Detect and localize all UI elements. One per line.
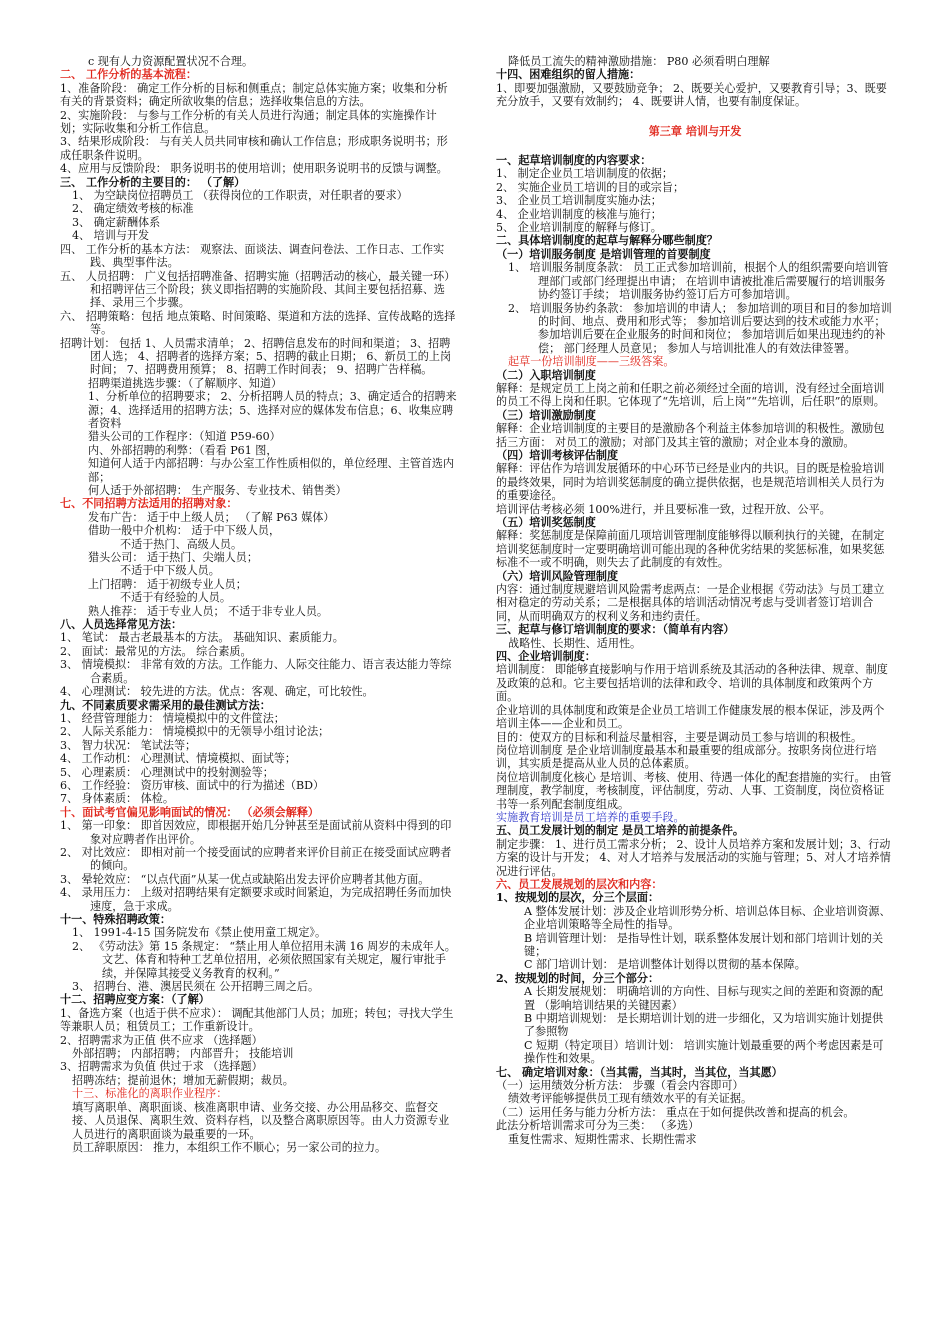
left-paragraph: 招聘计划： 包括 1、人员需求清单； 2、招聘信息发布的时间和渠道； 3、招聘团人选； 4、招聘者的选择方案；5、招聘的截止日期； 6、新员工的上岗时间； 7、招聘费用预算； 8、招聘工作时间表； 9、招聘广告样稿。	[60, 336, 452, 377]
left-paragraph: 2、招聘需求为正值 供不应求 （选择题）	[60, 1033, 263, 1047]
left-paragraph: 2、 对比效应： 即相对前一个接受面试的应聘者来评价目前正在接受面试应聘者的倾向。	[60, 845, 452, 873]
left-paragraph: 十一、特殊招聘政策：	[60, 913, 171, 926]
right-paragraph: 绩效考评能够提供员工现有绩效水平的有关证据。	[508, 1092, 753, 1106]
left-paragraph: 不适于热门、高级人员。	[120, 537, 243, 551]
left-paragraph: 6、 工作经验： 资历审核、面试中的行为描述（BD）	[60, 778, 325, 792]
right-paragraph: （六）培训风险管理制度	[496, 569, 619, 583]
left-paragraph: 招聘冻结；提前退休；增加无薪假期；裁员。	[72, 1073, 294, 1087]
left-paragraph: c 现有人力资源配置状况不合理。	[88, 55, 254, 68]
right-paragraph: （二）运用任务与能力分析方法： 重点在于如何提供改善和提高的机会。	[496, 1105, 855, 1119]
right-paragraph: C 短期（特定项目）培训计划： 培训实施计划最重要的两个考虑因素是可操作性和效果。	[524, 1038, 884, 1066]
left-paragraph: 四、 工作分析的基本方法： 观察法、面谈法、调查问卷法、工作日志、工作实践、典型事件法。	[60, 242, 445, 270]
right-paragraph: 十四、困难组织的留人措施：	[496, 68, 641, 82]
right-paragraph: 解释：评估作为培训发展循环的中心环节已经是业内的共识。目的既是检验培训的最终效果，同时为培训奖惩制度的确立提供依据，也是规范培训相关人员行为的重要途径。	[496, 462, 885, 503]
right-paragraph: 4、 企业培训制度的核准与施行；	[496, 207, 662, 221]
left-paragraph: 猎头公司的工作程序：（知道 P59-60）	[88, 430, 281, 444]
right-paragraph: 六、员工发展规划的层次和内容：	[496, 877, 663, 891]
right-paragraph: B 培训管理计划： 是指导性计划，联系整体发展计划和部门培训计划的关键；	[524, 931, 884, 958]
right-paragraph: 实施教育培训是员工培养的重要手段。	[496, 810, 685, 824]
right-paragraph: 5、 企业培训制度的解释与修订。	[496, 221, 662, 235]
right-paragraph: 1、按规划的层次，分三个层面：	[496, 891, 660, 905]
right-paragraph: 七、 确定培训对象：（当其需，当其时，当其位，当其愿）	[496, 1065, 783, 1079]
left-paragraph: 招聘渠道挑选步骤：（了解顺序、知道）	[88, 376, 283, 390]
right-paragraph: 1、即要加强激励，又要鼓励竞争； 2、既要关心爱护，又要教育引导；3、既要充分放手，又要有效制约； 4、既要讲人情，也要有制度保证。	[496, 81, 887, 109]
left-paragraph: 十三、标准化的离职作业程序：	[72, 1087, 228, 1101]
right-paragraph: 3、 企业员工培训制度实施办法；	[496, 194, 662, 208]
right-paragraph: 解释：是规定员工上岗之前和任职之前必须经过全面的培训，没有经过全面培训的员工不得上岗和任职。它体现了“先培训，后上岗”“先培训，后任职”的原则。	[496, 381, 885, 409]
left-paragraph: 2、 面试：最常见的方法。 综合素质。	[60, 644, 252, 658]
right-paragraph: 培训评估考核必须 100%进行，并且要标准一致，过程开放、公平。	[496, 502, 831, 516]
left-paragraph: 3、 招聘台、港、澳居民须在 公开招聘三周之后。	[72, 980, 320, 994]
left-paragraph: 3、 晕轮效应： “以点代面”从某一优点或缺陷出发去评价应聘者其他方面。	[60, 872, 430, 886]
left-paragraph: 2、 《劳动法》第 15 条规定： “禁止用人单位招用未满 16 周岁的未成年人。文艺、体育和特种工艺单位招用，必须依照国家有关规定，履行审批手续，并保障其接受义务教育的权利。”	[72, 939, 456, 980]
left-paragraph: 2、 人际关系能力： 情境模拟中的无领导小组讨论法；	[60, 725, 330, 739]
right-paragraph: 三、起草与修订培训制度的要求：（简单有内容）	[496, 623, 735, 637]
right-paragraph: 此法分析培训需求可分为三类： （多选）	[496, 1119, 700, 1133]
right-paragraph: 内容：通过制度规避培训风险需考虑两点：一是企业根据《劳动法》与员工建立相对稳定的劳动关系；二是根据具体的培训活动情况考虑与受训者签订培训合同，从而明确双方的权利义务和违约责任。	[496, 583, 885, 623]
right-paragraph: 目的：使双方的目标和利益尽量相容，主要是调动员工参与培训的积极性。	[496, 730, 863, 744]
left-paragraph: 十二、招聘应变方案：（了解）	[60, 993, 210, 1007]
left-paragraph: 知道何人适于内部招聘：与办公室工作性质相似的，单位经理、主管首选内部；	[88, 457, 455, 484]
left-paragraph: 4、 心理测试： 较先进的方法。优点：客观、确定，可比较性。	[60, 685, 374, 699]
left-paragraph: 猎头公司： 适于热门、尖端人员；	[88, 551, 258, 565]
left-paragraph: 三、 工作分析的主要目的： （了解）	[60, 175, 246, 189]
left-paragraph: 1、 笔试： 最古老最基本的方法。 基础知识、素质能力。	[60, 631, 344, 645]
right-paragraph: 起草一份培训制度——三级答案。	[508, 355, 675, 369]
right-paragraph: B 中期培训规划： 是长期培训计划的进一步细化，又为培训实施计划提供了参照物	[524, 1012, 884, 1039]
right-paragraph: 2、 实施企业员工培训的目的或宗旨；	[496, 180, 685, 194]
right-paragraph: （四）培训考核评估制度	[496, 448, 619, 462]
left-paragraph: 1、 为空缺岗位招聘员工 （获得岗位的工作职责，对任职者的要求）	[72, 189, 408, 203]
left-paragraph: 4、 工作动机： 心理测试、情境模拟、面试等；	[60, 752, 296, 766]
left-paragraph: 3、 智力状况： 笔试法等；	[60, 738, 197, 752]
left-paragraph: 九、不同素质要求需采用的最佳测试方法：	[60, 698, 271, 712]
left-paragraph: 五、 人员招聘： 广义包括招聘准备、招聘实施（招聘活动的核心，最关键一环）和招聘评估三个阶段；狭义即指招聘的实施阶段、其间主要包括招募、选择、录用三个步骤。	[60, 269, 456, 310]
left-paragraph: 七、不同招聘方法适用的招聘对象：	[60, 497, 238, 511]
left-paragraph: 4、 培训与开发	[72, 229, 150, 243]
left-paragraph: 2、 确定绩效考核的标准	[72, 202, 194, 216]
right-paragraph: （三）培训激励制度	[496, 408, 596, 422]
right-paragraph: 2、 培训服务协约条款： 参加培训的申请人； 参加培训的项目和目的参加培训的时间、地点、费用和形式等； 参加培训后要达到的技术或能力水平； 参加培训后要在企业服务的时间和岗位； 参加培训后如果出现违约的补偿； 部门经理人员意见； 参加人与培训批准人的有效法律签署。	[508, 301, 892, 355]
right-paragraph: 1、 培训服务制度条款： 员工正式参加培训前，根据个人的组织需要向培训管理部门或部门经理提出申请； 在培训申请被批准后需要履行的培训服务协约签订手续； 培训服务协约签订后方可参加培训。	[508, 261, 889, 302]
left-paragraph: 不适于中下级人员。	[120, 564, 220, 578]
right-paragraph: 重复性需求、短期性需求、长期性需求	[508, 1132, 697, 1146]
right-paragraph: 二、具体培训制度的起草与解释分哪些制度？	[496, 234, 718, 248]
left-paragraph: 内、外部招聘的利弊：（看看 P61 图，	[88, 443, 278, 457]
left-paragraph: 发布广告： 适于中上级人员； （了解 P63 媒体）	[88, 510, 335, 524]
left-paragraph: 八、人员选择常见方法：	[60, 618, 183, 632]
left-paragraph: 1、 第一印象： 即首因效应，即根据开始几分钟甚至是面试前从资料中得到的印象对应聘者作出评价。	[60, 819, 452, 846]
left-paragraph: 二、 工作分析的基本流程：	[60, 68, 197, 82]
right-paragraph: 第三章 培训与开发	[648, 124, 742, 138]
right-paragraph: 1、 制定企业员工培训制度的依据；	[496, 167, 673, 181]
left-paragraph: 1、 经营管理能力： 情境模拟中的文件筐法；	[60, 711, 285, 725]
right-paragraph: 战略性、长期性、适用性。	[508, 636, 642, 650]
left-paragraph: 3、 确定薪酬体系	[72, 215, 161, 229]
right-paragraph: 四、企业培训制度：	[496, 650, 596, 664]
right-paragraph: 企业培训的具体制度和政策是企业员工培训工作健康发展的根本保证，涉及两个培训主体——企业和员工。	[496, 703, 885, 731]
right-column	[496, 55, 894, 1146]
right-paragraph: 解释：奖惩制度是保障前面几项培训管理制度能够得以顺利执行的关键，在制定培训奖惩制度时一定要明确培训可能出现的各种优劣结果的奖惩标准，如果奖惩标准不一或不明确，则失去了此制度的有效性。	[496, 529, 885, 570]
left-paragraph: 熟人推荐： 适于专业人员； 不适于非专业人员。	[88, 604, 329, 618]
left-paragraph: 上门招聘： 适于初级专业人员；	[88, 577, 247, 591]
left-paragraph: 3、 情境模拟： 非常有效的方法。工作能力、人际交往能力、语言表达能力等综合素质。	[60, 658, 452, 685]
right-paragraph: 一、起草培训制度的内容要求：	[496, 154, 652, 168]
left-paragraph: 4、应用与反馈阶段： 职务说明书的使用培训；使用职务说明书的反馈与调整。	[60, 162, 448, 176]
right-paragraph: A 整体发展计划：涉及企业培训形势分析、培训总体目标、企业培训资源、企业培训策略等全局性的指导。	[524, 904, 891, 932]
right-paragraph: 培训制度： 即能够直接影响与作用于培训系统及其活动的各种法律、规章、制度及政策的总和。它主要包括培训的法律和政令、培训的具体制度和政策两个方面。	[496, 663, 888, 704]
right-paragraph: C 部门培训计划： 是培训整体计划得以贯彻的基本保障。	[524, 958, 806, 972]
left-paragraph: 1、分析单位的招聘要求； 2、分析招聘人员的特点；3、确定适合的招聘来源；4、选择适用的招聘方法；5、选择对应的媒体发布信息；6、收集应聘者资料	[88, 390, 457, 430]
left-paragraph: 3、结果形成阶段： 与有关人员共同审核和确认工作信息；形成职务说明书；形成任职条件说明。	[60, 135, 448, 162]
right-paragraph: 岗位培训制度 是企业培训制度最基本和最重要的组成部分。按职务岗位进行培训，其实质是提高从业人员的总体素质。	[496, 743, 877, 771]
left-paragraph: 不适于有经验的人员。	[120, 591, 231, 605]
left-paragraph: 1、备选方案（也适于供不应求）： 调配其他部门人员；加班；转包；寻找大学生等兼职人员；租赁员工；工作重新设计。	[60, 1006, 454, 1034]
left-paragraph: 十、面试考官偏见影响面试的情况： （必须会解释）	[60, 805, 320, 819]
left-paragraph: 何人适于外部招聘： 生产服务、专业技术、销售类）	[88, 484, 347, 497]
right-paragraph: 降低员工流失的精神激励措施： P80 必须看明白理解	[508, 55, 770, 68]
right-paragraph: A 长期发展规划： 明确培训的方向性、目标与现实之间的差距和资源的配置 （影响培训结果的关键因素）	[524, 985, 883, 1012]
right-paragraph: 制定步骤： 1、进行员工需求分析； 2、设计人员培养方案和发展计划；3、行动方案的设计与开发； 4、对人才培养与发展活动的实施与管理；5、对人才培养情况进行评估。	[496, 837, 891, 878]
left-paragraph: 1、 1991-4-15 国务院发布《禁止使用童工规定》。	[72, 926, 327, 940]
left-paragraph: 3、招聘需求为负值 供过于求 （选择题）	[60, 1060, 263, 1074]
right-paragraph: （二）入职培训制度	[496, 368, 596, 382]
right-paragraph: （五）培训奖惩制度	[496, 516, 596, 529]
right-paragraph: （一）培训服务制度 是培训管理的首要制度	[496, 247, 711, 261]
left-paragraph: 填写离职单、离职面谈、核准离职申请、业务交接、办公用品移交、监督交接、人员退保、离职生效、资料存档，以及整合离职原因等。由人力资源专业人员进行的离职面谈为最重要的一环。	[72, 1100, 450, 1141]
right-paragraph: 岗位培训制度化核心 是培训、考核、使用、待遇一体化的配套措施的实行。 由管理制度，教学制度，考核制度，评估制度，劳动、人事、工资制度，岗位资格证书等一系列配套制度组成。	[496, 770, 892, 811]
right-paragraph: 五、员工发展计划的制定 是员工培养的前提条件。	[496, 824, 744, 838]
left-column	[60, 55, 458, 1154]
left-paragraph: 六、 招聘策略：包括 地点策略、时间策略、渠道和方法的选择、宣传战略的选择等。	[60, 309, 456, 337]
left-paragraph: 7、 身体素质： 体检。	[60, 792, 174, 806]
left-paragraph: 2、实施阶段： 与参与工作分析的有关人员进行沟通；制定具体的实施操作计划；实际收集和分析工作信息。	[60, 108, 437, 136]
left-paragraph: 1、准备阶段： 确定工作分析的目标和侧重点；制定总体实施方案；收集和分析有关的背景资料；确定所欲收集的信息；选择收集信息的方法。	[60, 81, 448, 109]
left-paragraph: 员工辞职原因： 推力，本组织工作不顺心；另一家公司的拉力。	[72, 1140, 387, 1154]
left-paragraph: 外部招聘； 内部招聘； 内部晋升； 技能培训	[72, 1047, 294, 1061]
right-paragraph: 2、按规划的时间，分三个部分：	[496, 971, 660, 985]
left-paragraph: 5、 心理素质： 心理测试中的投射测验等；	[60, 765, 274, 779]
left-paragraph: 4、 录用压力： 上级对招聘结果有定额要求或时间紧迫，为完成招聘任务而加快速度，急于求成。	[60, 886, 452, 913]
left-paragraph: 借助一般中介机构： 适于中下级人员，	[88, 524, 281, 538]
right-paragraph: 解释：企业培训制度的主要目的是激励各个利益主体参加培训的积极性。激励包括三方面： 对员工的激励；对部门及其主管的激励；对企业本身的激励。	[496, 422, 885, 449]
right-paragraph: （一）运用绩效分析方法： 步骤（看会内容即可）	[496, 1079, 744, 1093]
